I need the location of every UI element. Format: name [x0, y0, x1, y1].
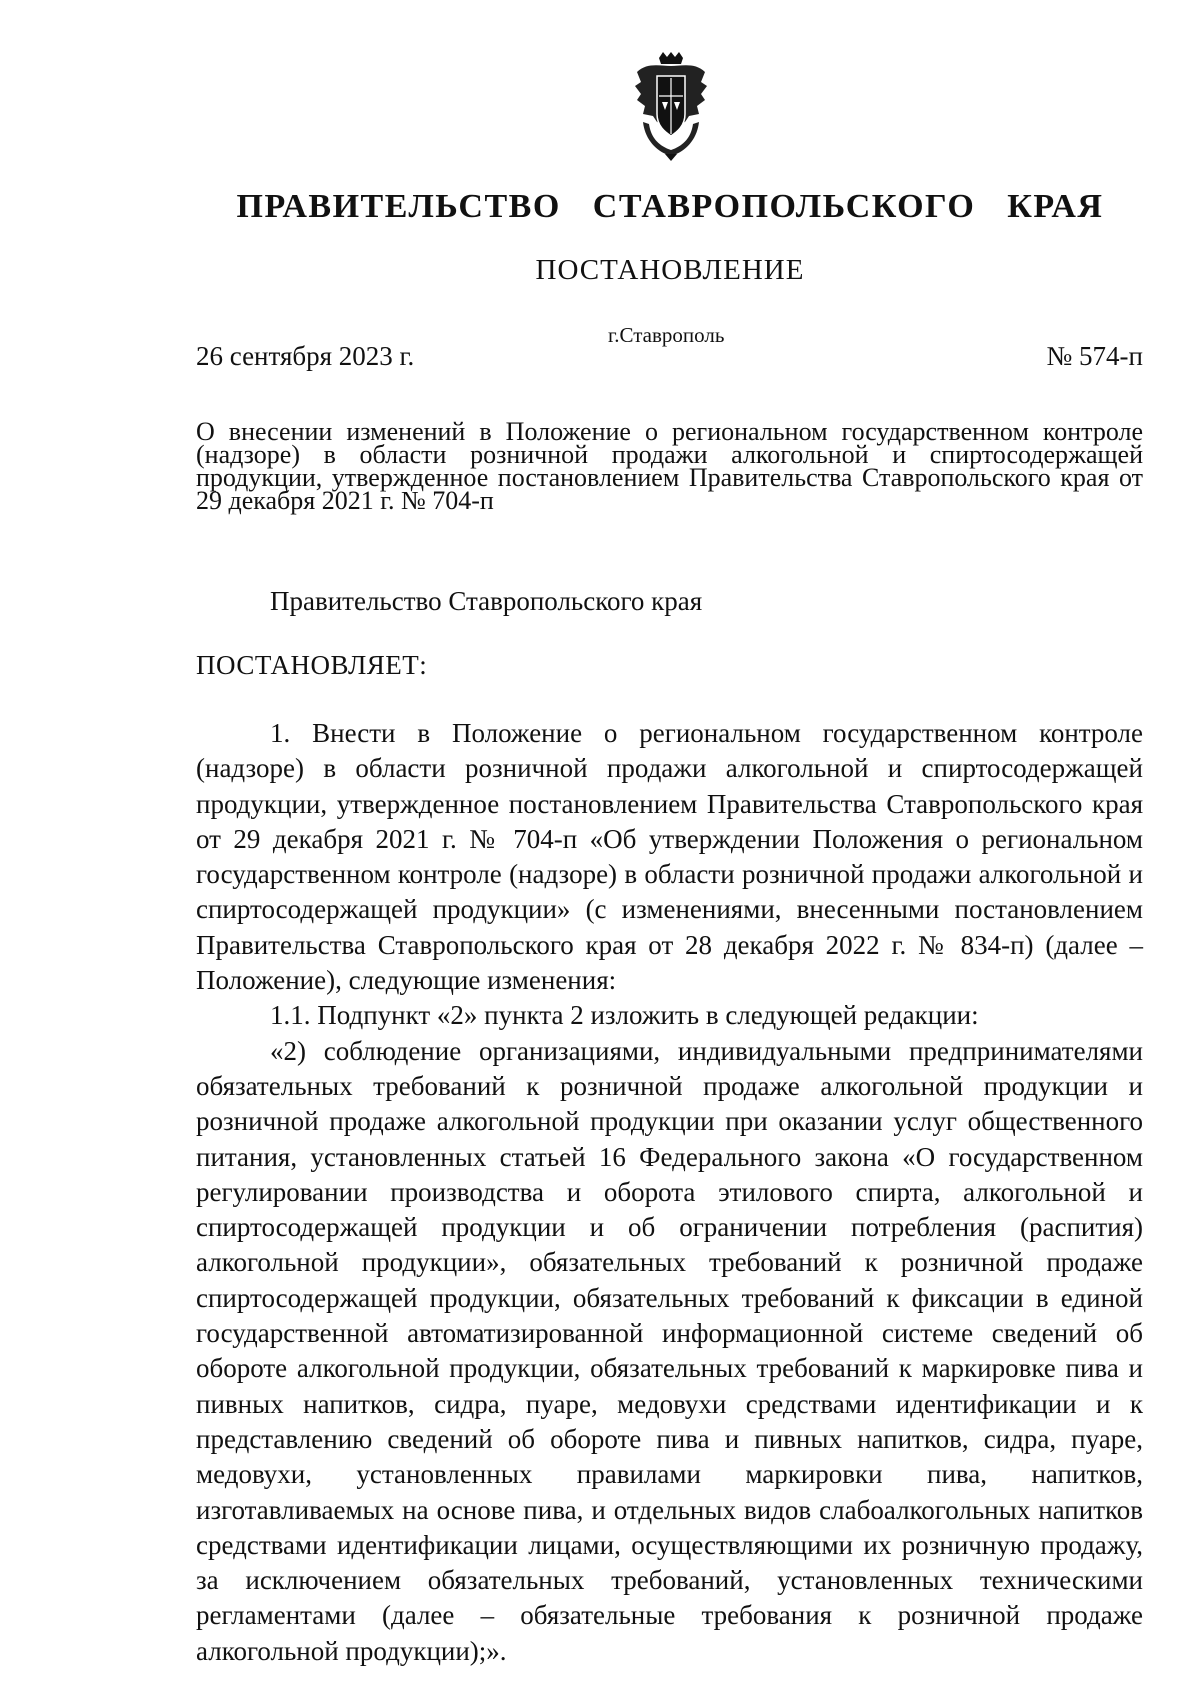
document-type: ПОСТАНОВЛЕНИЕ — [535, 254, 805, 286]
document-city: г.Ставрополь — [608, 323, 725, 347]
organization-name: ПРАВИТЕЛЬСТВО СТАВРОПОЛЬСКОГО КРАЯ — [236, 188, 1104, 225]
document-body — [196, 716, 1143, 1669]
paragraph-quoted-subitem-2: «2) соблюдение организациями, индивидуальными предпринимателями обязательных требований к розничной продаже алкогольной продукции и розничной продаже алкогольной продукции при оказании услуг общественного питания, установленных статьей 16 Федерального закона «О государственном регулировании производства и оборота этилового спирта, алкогольной и спиртосодержащей продукции и об ограничении потребления (распития) алкогольной продукции», обязательных требований к розничной продаже спиртосодержащей продукции, обязательных требований к фиксации в единой государственной автоматизированной информационной системе сведений об обороте алкогольной продукции, обязательных требований к маркировке пива и пивных напитков, сидра, пуаре, медовухи средствами идентификации и к представлению сведений об обороте пива и пивных напитков, сидра, пуаре, медовухи, установленных правилами маркировки пива, напитков, изготавливаемых на основе пива, и отдельных видов слабоалкогольных напитков средствами идентификации лицами, осуществляющими их розничную продажу, за исключением обязательных требований, установленных техническими регламентами (далее – обязательные требования к розничной продаже алкогольной продукции);». — [196, 1035, 1143, 1666]
resolves-heading: ПОСТАНОВЛЯЕТ: — [196, 650, 428, 680]
stavropol-coat-of-arms-icon — [631, 52, 711, 162]
document-date: 26 сентября 2023 г. — [196, 341, 415, 371]
issuing-authority: Правительство Ставропольского края — [270, 586, 703, 616]
document-title: О внесении изменений в Положение о региональном государственном контроле (надзоре) в области розничной продажи алкогольной и спиртосодержащей продукции, утвержденное постановлением Правительства Ставропольского края от 29 декабря 2021 г. № 704-п — [196, 417, 1143, 515]
paragraph-1: 1. Внести в Положение о региональном государственном контроле (надзоре) в области розничной продажи алкогольной и спиртосодержащей продукции, утвержденное постановлением Правительства Ставропольского края от 29 декабря 2021 г. № 704-п «Об утверждении Положения о региональном государственном контроле (надзоре) в области розничной продажи алкогольной и спиртосодержащей продукции» (с изменениями, внесенными постановлением Правительства Ставропольского края от 28 декабря 2022 г. № 834-п) (далее – Положение), следующие изменения: — [196, 718, 1143, 996]
paragraph-1-1: 1.1. Подпункт «2» пункта 2 изложить в следующей редакции: — [270, 1000, 979, 1031]
document-number: № 574-п — [1046, 341, 1143, 371]
